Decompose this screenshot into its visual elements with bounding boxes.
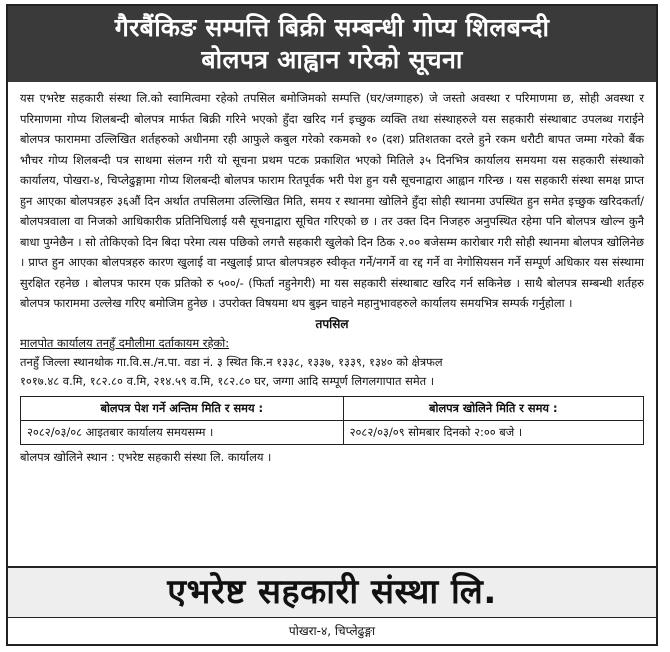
dates-table-value-row: [21, 420, 644, 444]
notice-body: [8, 82, 656, 467]
tender-notice: [6, 4, 658, 646]
opening-venue: बोलपत्र खोलिने स्थान : एभरेष्ट सहकारी संस्था लि. कार्यालय ।: [20, 449, 272, 464]
organization-address: पोखरा-४, चिप्लेढुङ्गा: [8, 617, 656, 644]
plot-details-line-2: १०१७.४८ व.मि, १८२.८० व.मि, २१४.५९ व.मि, १८२.८० घर, जग्गा आदि सम्पूर्ण लिगलगापात समेत ।: [20, 374, 435, 388]
notice-footer: [8, 566, 656, 644]
notice-title-line-2: बोलपत्र आह्वान गरेको सूचना: [201, 45, 463, 74]
notice-paragraph: यस एभरेष्ट सहकारी संस्था लि.को स्वामित्वमा रहेको तपसिल बमोजिमको सम्पत्ति (घर/जग्गाहरु) जे जस्तो अवस्था र परिमाणमा छ, सोही अवस्था र परिमाणमा गोप्य शिलबन्दी बोलपत्र मार्फत बिक्री गरिने भएको हुँदा खरिद गर्न इच्छुक व्यक्ति तथा संस्थाहरुले यस सहकारी संस्थाबाट उपलब्ध गराईने बोलपत्र फाराममा उल्लिखित शर्तहरुको अधीनमा रही आफुले कबुल गरेको रकमको १० (दश) प्रतिशतका दरले हुने रकम धरौटी बापत जम्मा गरेको बैंक भौचर गोप्य शिलबन्दी पत्र साथमा संलग्न गरी यो सूचना प्रथम पटक प्रकाशित भएको मितिले ३५ दिनभित्र कार्यालय समयमा यस सहकारी संस्थाको कार्यालय, पोखरा-४, चिप्लेढुङ्गामा गोप्य शिलबन्दी बोलपत्र फाराम रितपूर्वक भरी पेश हुन यसै सूचनाद्वारा आह्वान गरिन्छ । यस सहकारी संस्था समक्ष प्राप्त हुन आएका बोलपत्रहरु ३६औं दिन अर्थात तपसिलमा उल्लिखित मिति, समय र स्थानमा खोलिने हुँदा सोही स्थानमा उपस्थित हुन समेत इच्छुक खरिदकर्ता/बोलपत्रवाला वा निजको आधिकारीक प्रतिनिधिलाई यसै सूचनाद्वारा सूचित गरिएको छ । तर उक्त दिन निजहरु अनुपस्थित रहेमा पनि बोलपत्र खोल्न कुनै बाधा पुग्नेछैन । सो तोकिएको दिन बिदा परेमा त्यस पछिको लगत्तै सहकारी खुलेको दिन ठिक २.०० बजेसम्म कारोबार गरी सोही स्थानमा बोलपत्र खोलिनेछ । प्राप्त हुन आएका बोलपत्रहरु कारण खुलाई वा नखुलाई प्राप्त बोलपत्रहरु स्वीकृत गर्ने/नगर्ने वा रद्द गर्ने वा नेगोसियसन गर्ने सम्पूर्ण अधिकार यस संस्थामा सुरक्षित रहनेछ । बोलपत्र फारम एक प्रतिको रु ५००/- (फिर्ता नहुनेगरी) मा यस सहकारी संस्थाबाट खरिद गर्न सकिनेछ । साथै बोलपत्र सम्बन्धी शर्तहरु बोलपत्र फाराममा उल्लेख गरिए बमोजिम हुनेछ । उपरोक्त विषयमा थप बुझ्न चाहने महानुभावहरुले कार्यालय समयभित्र सम्पर्क गर्नुहोला ।: [20, 91, 644, 310]
submission-deadline-header: बोलपत्र पेश गर्ने अन्तिम मिति र समय :: [21, 396, 344, 420]
dates-table-header-row: [21, 396, 644, 420]
organization-name: एभरेष्ट सहकारी संस्था लि.: [167, 572, 497, 612]
plot-details-line-1: तनहुँ जिल्ला स्थानथोक गा.वि.स./न.पा. वडा नं. ३ स्थित कि.न १३३८, १३३७, १३३९, १३४० को क्षेत्रफल: [20, 354, 443, 369]
registry-office-text: मालपोत कार्यालय तनहुँ दमौलीमा दर्ताकायम रहेको:: [20, 335, 230, 350]
opening-date-value: २०८२/०३/०९ सोमबार दिनको २:०० बजे ।: [343, 420, 643, 444]
dates-table: [20, 396, 644, 445]
registry-office-line: [20, 334, 644, 353]
notice-title-line-1: गैरबैंकिङ सम्पत्ति बिक्री सम्बन्धी गोप्य शिलबन्दी: [114, 13, 550, 42]
submission-deadline-value: २०८२/०३/०८ आइतबार कार्यालय समयसम्म ।: [21, 420, 344, 444]
opening-date-header: बोलपत्र खोलिने मिति र समय :: [343, 396, 643, 420]
schedule-heading: तपसिल: [315, 316, 349, 331]
notice-title-band: [8, 6, 656, 82]
